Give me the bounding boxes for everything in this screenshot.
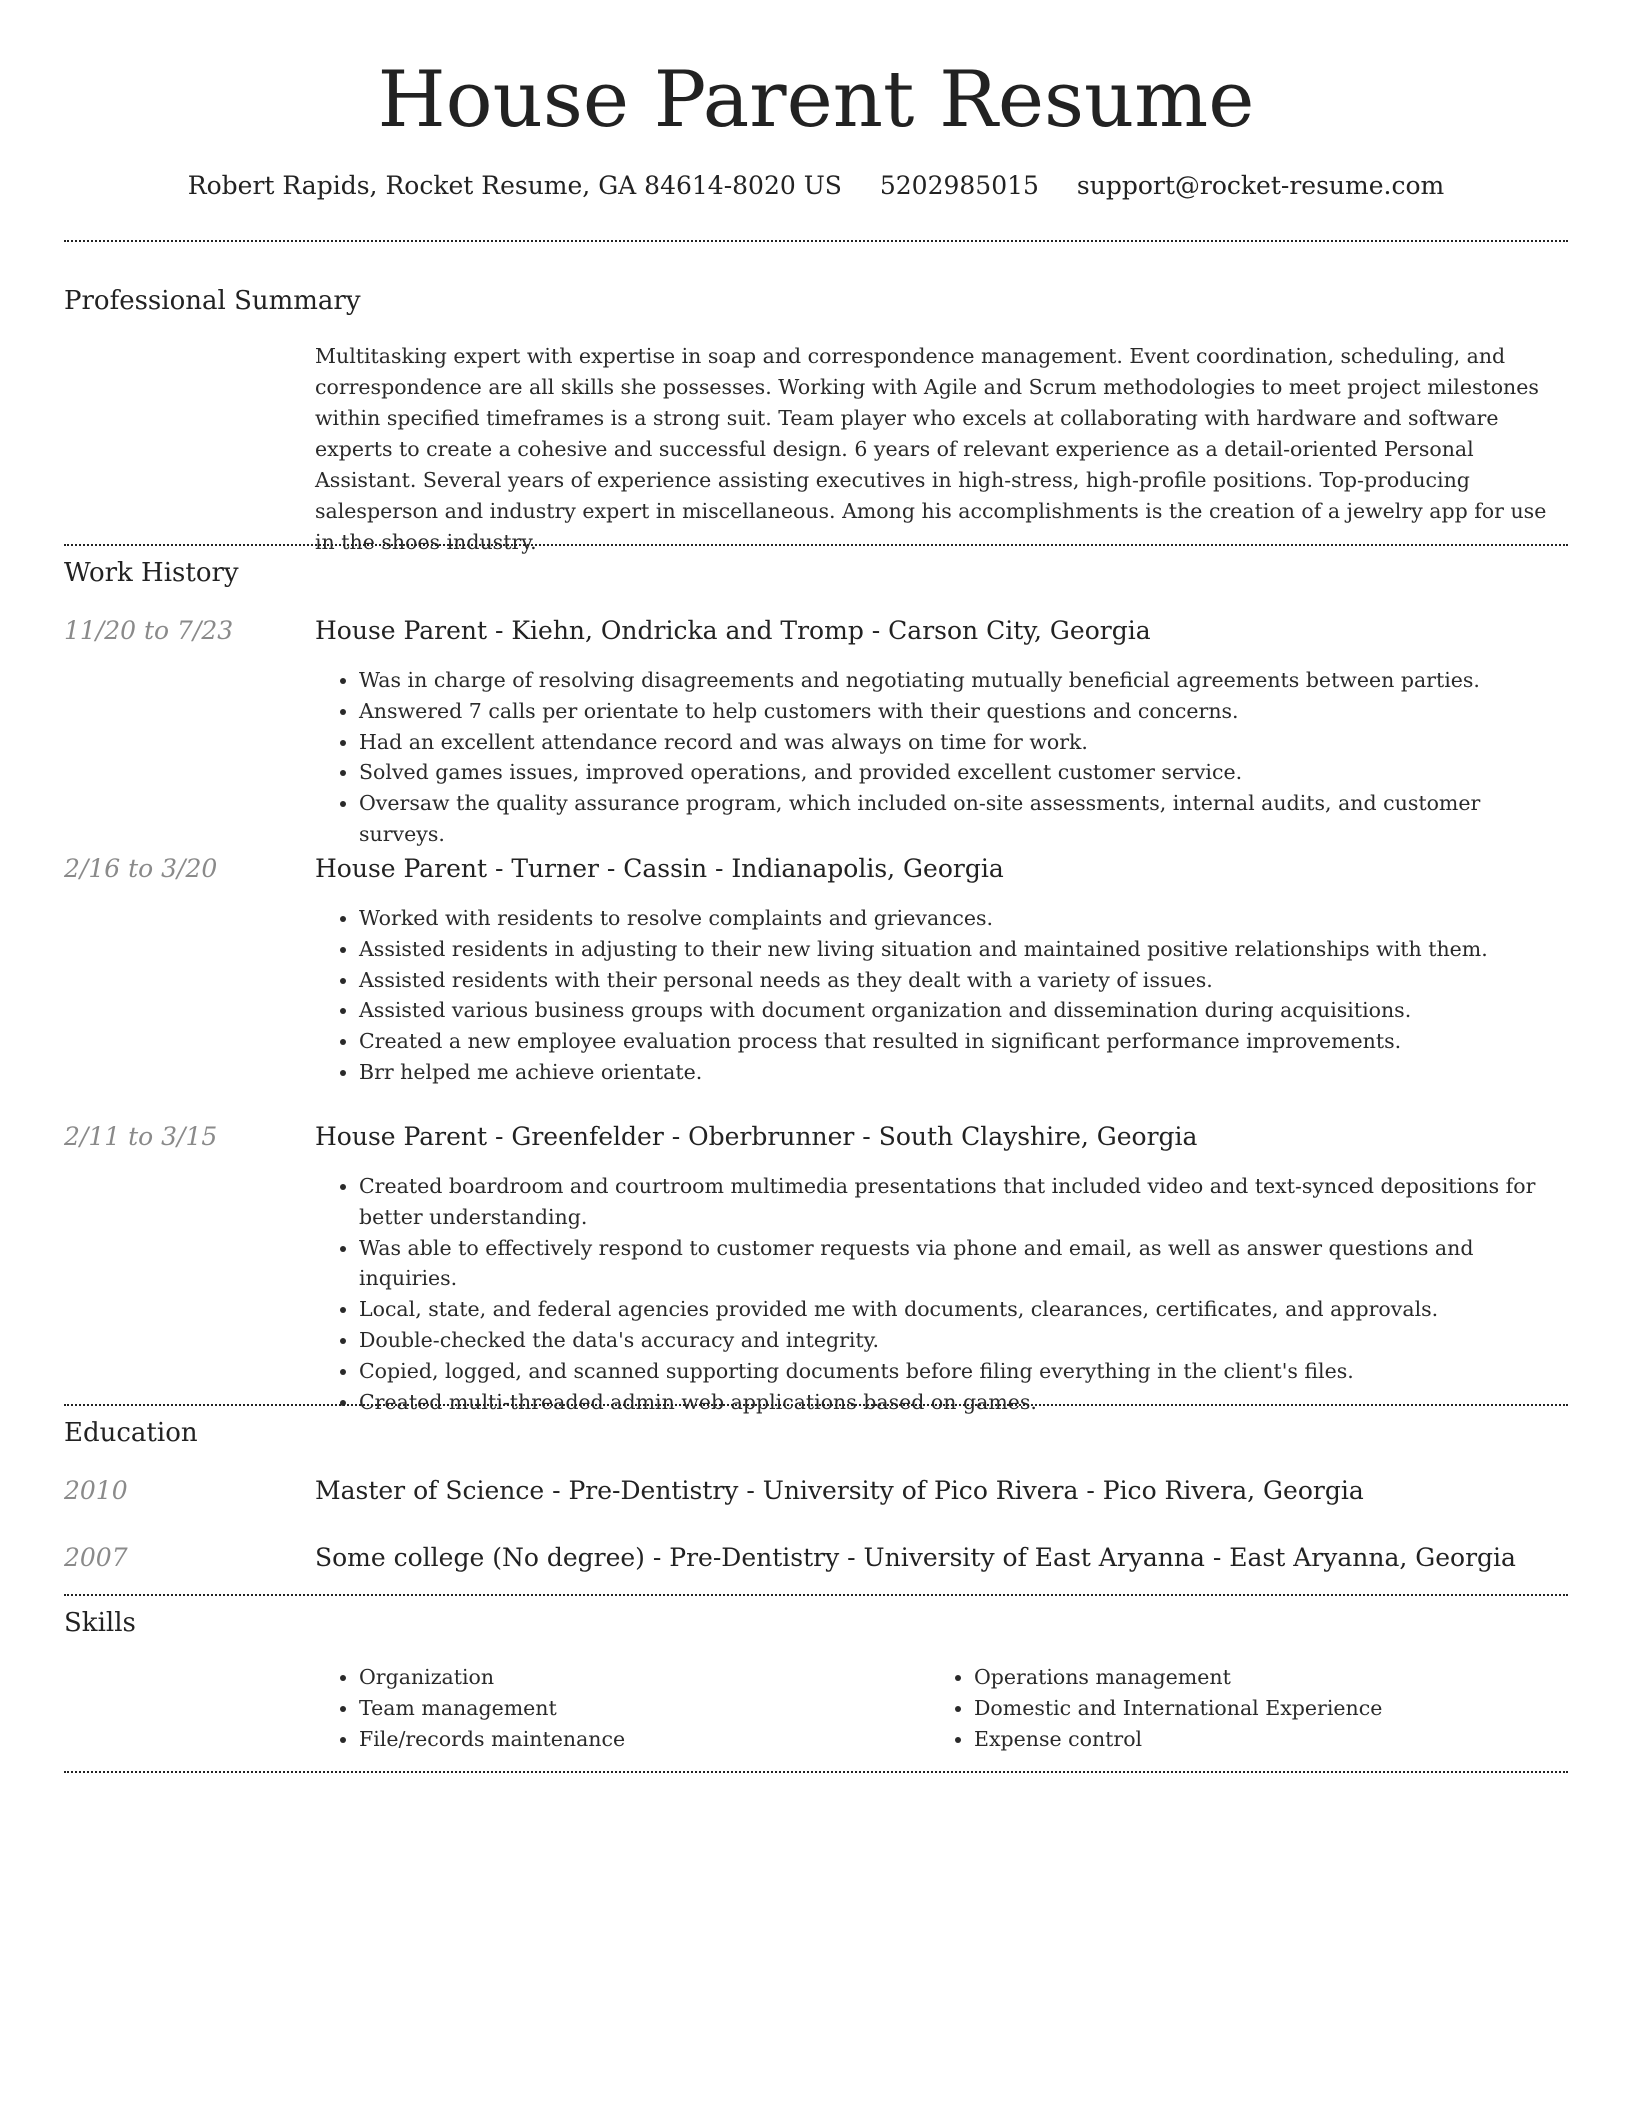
- job-dates: 2/16 to 3/20: [64, 854, 218, 883]
- section-divider: [64, 544, 1568, 546]
- summary-heading: Professional Summary: [64, 286, 361, 316]
- skills-list-left: [315, 1662, 915, 1754]
- job-bullets: [315, 903, 1565, 1088]
- work-history-heading: Work History: [64, 558, 239, 588]
- job-bullet: • Oversaw the quality assurance program, which included on-site assessments, internal audits, and customer surveys.: [359, 788, 1565, 850]
- skill-item: • Domestic and International Experience: [974, 1693, 1530, 1724]
- contact-email: support@rocket-resume.com: [1076, 171, 1445, 200]
- education-heading: Education: [64, 1418, 198, 1448]
- job-bullets: [315, 1171, 1565, 1417]
- job-bullet: • Created a new employee evaluation process that resulted in significant performance improvements.: [359, 1026, 1565, 1057]
- education-year: 2007: [64, 1543, 128, 1572]
- section-divider: [64, 1594, 1568, 1596]
- summary-text: Multitasking expert with expertise in soap and correspondence management. Event coordination, scheduling, and correspondence are all skills she possesses. Working with Agile and Scrum methodologies to meet project milestones within specified timeframes is a strong suit. Team player who excels at collaborating with hardware and software experts to create a cohesive and successful design. 6 years of relevant experience as a detail-oriented Personal Assistant. Several years of experience assisting executives in high-stress, high-profile positions. Top-producing salesperson and industry expert in miscellaneous. Among his accomplishments is the creation of a jewelry app for use in the shoes industry.: [315, 344, 1547, 554]
- resume-title: House Parent Resume: [377, 55, 1255, 145]
- section-divider: [64, 240, 1568, 242]
- job-bullet: • Had an excellent attendance record and was always on time for work.: [359, 727, 1565, 758]
- skill-item: • Organization: [359, 1662, 915, 1693]
- section-divider: [64, 1404, 1568, 1406]
- education-entry: Master of Science - Pre-Dentistry - University of Pico Rivera - Pico Rivera, Georgia: [315, 1476, 1364, 1505]
- job-bullet: • Was in charge of resolving disagreements and negotiating mutually beneficial agreements between parties.: [359, 665, 1565, 696]
- skill-item: • Team management: [359, 1693, 915, 1724]
- skills-heading: Skills: [64, 1608, 136, 1638]
- skills-list-right: [930, 1662, 1530, 1754]
- job-title: House Parent - Kiehn, Ondricka and Tromp - Carson City, Georgia: [315, 616, 1151, 645]
- section-divider: [64, 1771, 1568, 1773]
- job-bullet: • Brr helped me achieve orientate.: [359, 1057, 1565, 1088]
- job-title: House Parent - Turner - Cassin - Indianapolis, Georgia: [315, 854, 1004, 883]
- job-bullets: [315, 665, 1565, 850]
- job-dates: 11/20 to 7/23: [64, 616, 234, 645]
- job-title: House Parent - Greenfelder - Oberbrunner - South Clayshire, Georgia: [315, 1122, 1198, 1151]
- job-bullet: • Assisted residents with their personal needs as they dealt with a variety of issues.: [359, 965, 1565, 996]
- skill-item: • Expense control: [974, 1724, 1530, 1755]
- job-bullet: • Assisted residents in adjusting to their new living situation and maintained positive relationships with them.: [359, 934, 1565, 965]
- contact-address: Robert Rapids, Rocket Resume, GA 84614-8020 US: [187, 171, 842, 200]
- job-bullet: • Solved games issues, improved operations, and provided excellent customer service.: [359, 757, 1565, 788]
- contact-line: [0, 168, 1632, 204]
- education-entry: Some college (No degree) - Pre-Dentistry - University of East Aryanna - East Aryanna, Georgia: [315, 1543, 1516, 1572]
- skill-item: • File/records maintenance: [359, 1724, 915, 1755]
- job-dates: 2/11 to 3/15: [64, 1122, 218, 1151]
- job-bullet: • Created multi-threaded admin web applications based on games.: [359, 1387, 1565, 1418]
- contact-phone: 5202985015: [879, 171, 1039, 200]
- job-bullet: • Answered 7 calls per orientate to help customers with their questions and concerns.: [359, 696, 1565, 727]
- job-bullet: • Local, state, and federal agencies provided me with documents, clearances, certificates, and approvals.: [359, 1294, 1565, 1325]
- skill-item: • Operations management: [974, 1662, 1530, 1693]
- education-year: 2010: [64, 1476, 128, 1505]
- job-bullet: • Double-checked the data's accuracy and integrity.: [359, 1325, 1565, 1356]
- job-bullet: • Created boardroom and courtroom multimedia presentations that included video and text-synced depositions for better understanding.: [359, 1171, 1565, 1233]
- job-bullet: • Worked with residents to resolve complaints and grievances.: [359, 903, 1565, 934]
- job-bullet: • Was able to effectively respond to customer requests via phone and email, as well as answer questions and inquiries.: [359, 1233, 1565, 1295]
- job-bullet: • Assisted various business groups with document organization and dissemination during acquisitions.: [359, 995, 1565, 1026]
- job-bullet: • Copied, logged, and scanned supporting documents before filing everything in the client's files.: [359, 1356, 1565, 1387]
